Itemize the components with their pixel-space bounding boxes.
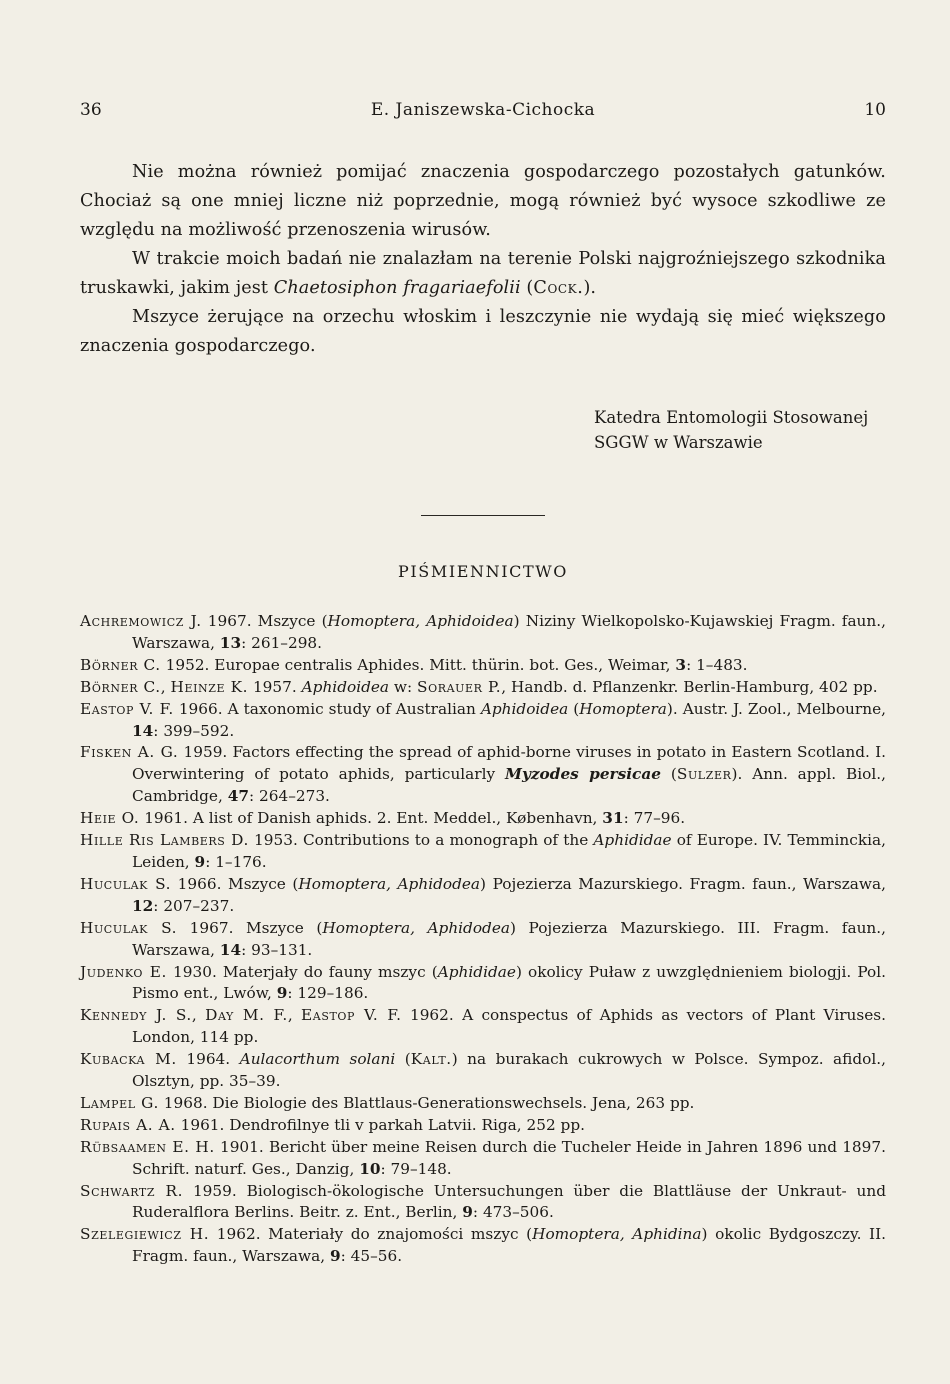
reference-text: w: bbox=[389, 677, 418, 696]
reference-text: : 399–592. bbox=[153, 721, 235, 740]
reference-author: Huculak S. bbox=[80, 874, 172, 893]
reference-text: ). Austr. J. Zool., Melbourne, bbox=[666, 699, 886, 718]
reference-italic: Homoptera, Aphidodea bbox=[322, 918, 511, 937]
reference-author: Heie O. bbox=[80, 809, 140, 828]
reference-text: 1962. Materiały do znajomości mszyc ( bbox=[209, 1225, 533, 1244]
reference-item bbox=[80, 874, 886, 918]
running-head bbox=[80, 100, 886, 130]
affiliation bbox=[594, 405, 886, 455]
reference-item bbox=[80, 830, 886, 874]
reference-text: : 129–186. bbox=[287, 984, 369, 1003]
reference-text: 1930. Materjały do fauny mszyc ( bbox=[166, 962, 438, 981]
reference-text: ) na burakach cukrowych w Polsce. Sympoz. afidol., Olsztyn, pp. 35–39. bbox=[132, 1050, 886, 1091]
paragraph-2 bbox=[80, 245, 886, 303]
reference-italic: Aphididae bbox=[593, 831, 672, 850]
reference-volume: 13 bbox=[219, 633, 242, 652]
reference-author: Fisken A. G. bbox=[80, 743, 179, 762]
reference-author: Rupais A. A. bbox=[80, 1115, 176, 1134]
reference-text: of Europe. IV. Temminckia, Leiden, bbox=[132, 831, 886, 871]
reference-item bbox=[80, 1005, 886, 1049]
reference-text: ) okolic Bydgoszczy. II. Fragm. faun., Warszawa, bbox=[132, 1225, 886, 1266]
reference-author: Börner C. bbox=[80, 655, 161, 674]
reference-item bbox=[80, 611, 886, 655]
reference-text: : 1–176. bbox=[205, 852, 267, 871]
reference-text: 1952. Europae centralis Aphides. Mitt. thürin. bot. Ges., Weimar, bbox=[160, 655, 676, 674]
reference-author: Börner C. bbox=[80, 677, 161, 696]
affiliation-line-2: SGGW w Warszawie bbox=[594, 433, 763, 452]
reference-text: : 45–56. bbox=[340, 1247, 403, 1266]
reference-volume: 3 bbox=[675, 655, 687, 674]
reference-text: : 1–483. bbox=[686, 655, 748, 674]
issue-number: 10 bbox=[864, 100, 886, 120]
reference-author: Rübsaamen E. H. bbox=[80, 1137, 215, 1156]
section-divider bbox=[421, 515, 545, 516]
paragraph-2-text: W trakcie moich badań nie znalazłam na terenie Polski najgroźniejszego szkodnika truskawki, jakim jest bbox=[80, 249, 886, 298]
reference-text: 1967. Mszyce ( bbox=[177, 918, 323, 937]
reference-item bbox=[80, 1137, 886, 1181]
running-head-author: E. Janiszewska-Cichocka bbox=[370, 100, 596, 120]
reference-item bbox=[80, 918, 886, 962]
reference-author: Kalt. bbox=[410, 1050, 452, 1069]
reference-text: 1953. Contributions to a monograph of the bbox=[248, 831, 594, 850]
reference-item bbox=[80, 1224, 886, 1268]
reference-author: Kennedy J. S. bbox=[80, 1006, 192, 1025]
paragraph-3: Mszyce żerujące na orzechu włoskim i leszczynie nie wydają się mieć większego znaczenia gospodarczego. bbox=[80, 307, 886, 356]
reference-item bbox=[80, 677, 886, 699]
reference-author: Sulzer bbox=[676, 765, 732, 784]
reference-text: 1959. Biologisch-ökologische Untersuchungen über die Blattläuse der Unkraut- und Ruderalflora Berlins. Beitr. z. Ent., Berlin, bbox=[132, 1181, 886, 1222]
reference-text: 1966. A taxonomic study of Australian bbox=[173, 699, 481, 718]
reference-text: : 79–148. bbox=[380, 1159, 452, 1178]
reference-italic: Homoptera, Aphidina bbox=[532, 1225, 702, 1244]
reference-item bbox=[80, 742, 886, 808]
reference-text: : 93–131. bbox=[241, 940, 313, 959]
reference-author: Kubacka M. bbox=[80, 1050, 177, 1069]
reference-text: 1957. bbox=[248, 677, 302, 696]
reference-italic: Aulacorthum solani bbox=[239, 1050, 396, 1069]
reference-italic: Myzodes persicae bbox=[505, 765, 661, 784]
reference-author: Heinze K. bbox=[170, 677, 249, 696]
reference-text: : 77–96. bbox=[623, 809, 686, 828]
reference-text: 1966. Mszyce ( bbox=[171, 874, 299, 893]
reference-volume: 14 bbox=[219, 940, 242, 959]
reference-item bbox=[80, 1049, 886, 1093]
reference-text: : 261–298. bbox=[241, 633, 323, 652]
reference-item bbox=[80, 1181, 886, 1225]
reference-volume: 31 bbox=[602, 809, 624, 828]
reference-text: ( bbox=[661, 765, 677, 784]
reference-item bbox=[80, 699, 886, 743]
reference-text: ) okolicy Puław z uwzględnieniem biologji. Pol. Pismo ent., Lwów, bbox=[132, 962, 886, 1003]
reference-volume: 9 bbox=[329, 1247, 341, 1266]
reference-text: , Handb. d. Pflanzenkr. Berlin-Hamburg, 402 pp. bbox=[501, 677, 878, 696]
reference-italic: Homoptera, Aphidodea bbox=[298, 874, 481, 893]
reference-text: ( bbox=[395, 1050, 411, 1069]
reference-item bbox=[80, 655, 886, 677]
reference-volume: 9 bbox=[194, 852, 206, 871]
reference-volume: 14 bbox=[132, 721, 154, 740]
body-text bbox=[80, 158, 886, 361]
reference-text: , bbox=[160, 677, 171, 696]
reference-item bbox=[80, 962, 886, 1006]
reference-item bbox=[80, 808, 886, 830]
reference-text: : 473–506. bbox=[472, 1203, 554, 1222]
reference-author: Hille Ris Lambers D. bbox=[80, 831, 249, 850]
reference-item bbox=[80, 1093, 886, 1115]
reference-text: ) Pojezierza Mazurskiego. Fragm. faun., Warszawa, bbox=[480, 874, 886, 893]
reference-author: Achremowicz J. bbox=[80, 612, 202, 630]
reference-italic: Homoptera bbox=[579, 699, 667, 718]
reference-volume: 10 bbox=[359, 1159, 381, 1178]
reference-text: 1962. A conspectus of Aphids as vectors of Plant Viruses. London, 114 pp. bbox=[132, 1006, 886, 1047]
reference-volume: 12 bbox=[132, 896, 154, 915]
reference-text: , bbox=[287, 1006, 302, 1025]
paren-close: ). bbox=[583, 278, 597, 298]
reference-italic: Aphidoidea bbox=[480, 699, 569, 718]
reference-item bbox=[80, 1115, 886, 1137]
reference-volume: 47 bbox=[227, 787, 249, 806]
reference-author: Huculak S. bbox=[80, 918, 178, 937]
species-author: Cock. bbox=[533, 278, 584, 298]
reference-volume: 9 bbox=[462, 1203, 473, 1222]
reference-text: 1961. Dendrofilnye tli v parkah Latvii. Riga, 252 pp. bbox=[175, 1115, 586, 1134]
reference-author: Szelegiewicz H. bbox=[80, 1225, 210, 1244]
reference-volume: 9 bbox=[276, 984, 288, 1003]
page-number: 36 bbox=[80, 100, 102, 120]
reference-text: 1961. A list of Danish aphids. 2. Ent. Meddel., København, bbox=[139, 809, 603, 828]
reference-text: 1964. bbox=[176, 1050, 240, 1069]
species-name: Chaetosiphon fragariaefolii bbox=[273, 278, 521, 298]
reference-text: 1968. Die Biologie des Blattlaus-Generationswechsels. Jena, 263 pp. bbox=[158, 1093, 695, 1112]
reference-text: : 264–273. bbox=[249, 787, 330, 806]
reference-text: ) Niziny Wielkopolsko-Kujawskiej Fragm. faun., Warszawa, bbox=[132, 612, 886, 652]
reference-author: Sorauer P. bbox=[417, 677, 502, 696]
reference-text: ( bbox=[568, 699, 580, 718]
reference-text: : 207–237. bbox=[153, 896, 235, 915]
reference-italic: Aphididae bbox=[437, 962, 516, 981]
page bbox=[80, 100, 886, 1268]
reference-list bbox=[80, 611, 886, 1268]
reference-text: ). Ann. appl. Biol., Cambridge, bbox=[132, 765, 886, 806]
reference-author: Day M. F. bbox=[205, 1006, 288, 1025]
reference-italic: Aphidoidea bbox=[301, 677, 390, 696]
reference-author: Schwartz R. bbox=[80, 1181, 184, 1200]
reference-text: 1959. Factors effecting the spread of aphid-borne viruses in potato in Eastern Scotland. I. Overwintering of potato aphids, particularly bbox=[132, 743, 886, 784]
paragraph-1: Nie można również pomijać znaczenia gospodarczego pozostałych gatunków. Chociaż są one mniej liczne niż poprzednie, mogą również być wysoce szkodliwe ze względu na możliwość przenoszenia wirusów. bbox=[80, 162, 886, 240]
reference-text: ) Pojezierza Mazurskiego. III. Fragm. faun., Warszawa, bbox=[132, 918, 886, 959]
reference-text: , bbox=[191, 1006, 206, 1025]
reference-text: 1901. Bericht über meine Reisen durch die Tucheler Heide in Jahren 1896 und 1897. Schrift. naturf. Ges., Danzig, bbox=[132, 1137, 886, 1178]
reference-text: 1967. Mszyce ( bbox=[201, 612, 328, 630]
reference-author: Eastop V. F. bbox=[301, 1006, 402, 1025]
reference-author: Eastop V. F. bbox=[80, 699, 174, 718]
reference-italic: Homoptera, Aphidoidea bbox=[327, 612, 514, 630]
affiliation-line-1: Katedra Entomologii Stosowanej bbox=[594, 408, 869, 427]
references-title: PIŚMIENNICTWO bbox=[397, 562, 569, 581]
paren-open: ( bbox=[520, 278, 534, 298]
reference-author: Judenko E. bbox=[80, 962, 167, 981]
reference-author: Lampel G. bbox=[80, 1093, 159, 1112]
